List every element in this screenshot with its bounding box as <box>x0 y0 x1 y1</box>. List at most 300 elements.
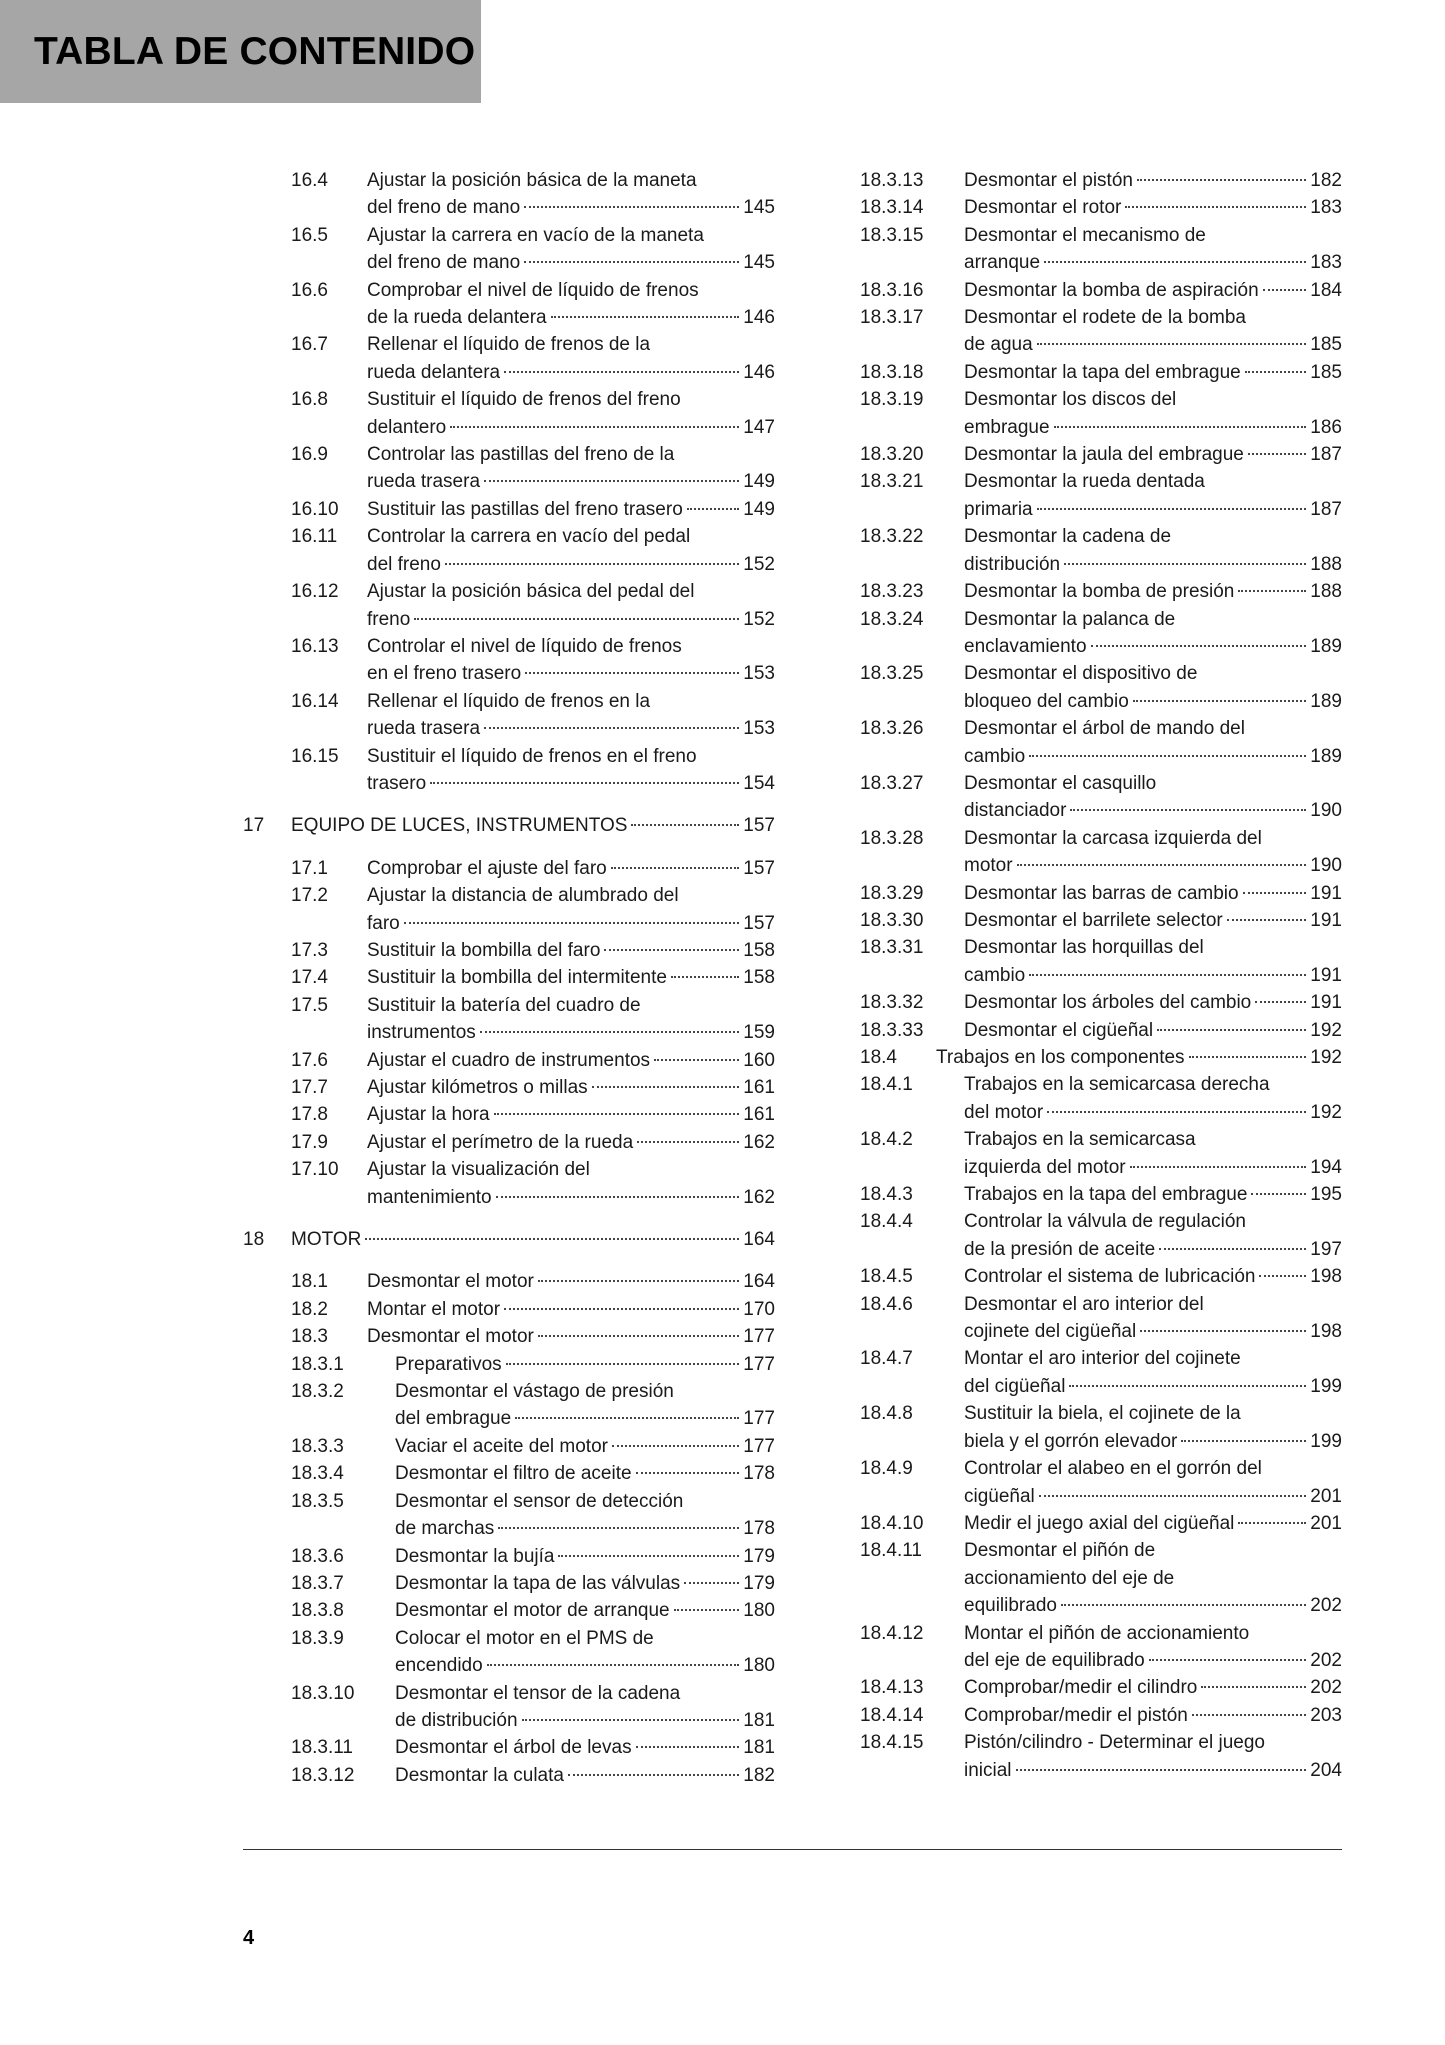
toc-entry-title: Ajustar kilómetros o millas <box>367 1077 588 1098</box>
toc-entry-number: 18.3.1 <box>291 1353 344 1375</box>
toc-entry-title: Desmontar la tapa del embrague <box>964 361 1241 383</box>
toc-entry-number: 16.7 <box>291 334 328 356</box>
toc-entry-title: Desmontar el motor de arranque <box>395 1600 670 1622</box>
toc-page-number: 190 <box>1310 800 1342 822</box>
toc-entry-title: Desmontar el tensor de la cadena <box>395 1682 681 1704</box>
toc-entry[interactable] <box>243 441 775 496</box>
toc-entry-number: 18.3.25 <box>860 663 924 685</box>
toc-entry-number: 18.3.8 <box>291 1600 344 1622</box>
toc-entry-number: 18.3.23 <box>860 581 924 603</box>
toc-entry-title: enclavamiento <box>964 635 1087 657</box>
toc-entry[interactable] <box>243 1268 775 1295</box>
toc-entry[interactable] <box>243 1351 775 1378</box>
toc-entry[interactable] <box>860 277 1342 304</box>
toc-entry[interactable] <box>860 1126 1342 1181</box>
dot-leader <box>365 1238 739 1240</box>
toc-chapter-entry[interactable] <box>243 1226 775 1253</box>
toc-entry-title: Comprobar el nivel de líquido de frenos <box>367 279 699 301</box>
toc-entry[interactable] <box>243 1543 775 1570</box>
dot-leader <box>1192 1714 1306 1716</box>
dot-leader <box>1061 1604 1306 1606</box>
toc-entry[interactable] <box>860 1620 1342 1675</box>
toc-entry-title: arranque <box>964 252 1041 274</box>
toc-entry-number: 18.3.29 <box>860 882 924 904</box>
toc-entry-number: 18.3.28 <box>860 827 924 849</box>
toc-entry-number: 16.9 <box>291 444 328 466</box>
toc-entry[interactable] <box>860 1263 1342 1290</box>
toc-page-number: 201 <box>1310 1512 1342 1534</box>
toc-entry[interactable] <box>243 1378 775 1433</box>
toc-entry[interactable] <box>243 1156 775 1211</box>
toc-entry[interactable] <box>860 1017 1342 1044</box>
dot-leader <box>524 261 739 263</box>
toc-entry-title: Controlar la válvula de regulación <box>964 1211 1246 1233</box>
toc-entry-title: rueda trasera <box>367 718 481 740</box>
toc-entry-title: accionamiento del eje de <box>964 1567 1175 1589</box>
toc-entry[interactable] <box>243 331 775 386</box>
dot-leader <box>538 1335 739 1337</box>
dot-leader <box>592 1086 740 1088</box>
toc-page-number: 145 <box>743 197 775 219</box>
toc-entry-title: cambio <box>964 745 1026 767</box>
dot-leader <box>524 206 739 208</box>
dot-leader <box>604 949 739 951</box>
toc-page-number: 203 <box>1310 1704 1342 1726</box>
toc-entry-title: Controlar la carrera en vacío del pedal <box>367 526 691 548</box>
toc-page-number: 192 <box>1310 1019 1342 1041</box>
toc-entry[interactable] <box>243 496 775 523</box>
dot-leader <box>404 922 740 924</box>
toc-entry-number: 18.3.31 <box>860 937 924 959</box>
toc-entry-title: encendido <box>395 1655 483 1677</box>
toc-entry-number: 18.3.3 <box>291 1435 344 1457</box>
toc-entry[interactable] <box>243 1762 775 1789</box>
toc-entry-title: Desmontar el motor <box>367 1271 534 1293</box>
toc-entry-title: Desmontar el casquillo <box>964 772 1157 794</box>
toc-page-number: 192 <box>1310 1101 1342 1123</box>
toc-entry[interactable] <box>860 1181 1342 1208</box>
toc-page-number: 204 <box>1310 1759 1342 1781</box>
toc-entry-title: Ajustar el perímetro de la rueda <box>367 1131 634 1153</box>
toc-entry-number: 16.10 <box>291 498 339 520</box>
toc-page-number: 194 <box>1310 1156 1342 1178</box>
dot-leader <box>1140 1330 1306 1332</box>
toc-entry-number: 16.8 <box>291 389 328 411</box>
toc-entry[interactable] <box>860 715 1342 770</box>
toc-entry[interactable] <box>243 222 775 277</box>
toc-entry-title: Desmontar el mecanismo de <box>964 224 1206 246</box>
toc-page-number: 202 <box>1310 1677 1342 1699</box>
dot-leader <box>1133 700 1307 702</box>
toc-page-number: 177 <box>743 1353 775 1375</box>
toc-entry-number: 18.3.18 <box>860 361 924 383</box>
toc-entry[interactable] <box>860 989 1342 1016</box>
dot-leader <box>1039 1495 1307 1497</box>
toc-entry-title: Desmontar la culata <box>395 1764 564 1786</box>
dot-leader <box>498 1527 739 1529</box>
toc-page-number: 179 <box>743 1572 775 1594</box>
toc-entry-title: Desmontar la bomba de aspiración <box>964 279 1259 301</box>
toc-entry-number: 16.11 <box>291 526 338 548</box>
toc-entry-title: Desmontar el dispositivo de <box>964 663 1198 685</box>
toc-page-number: 154 <box>743 772 775 794</box>
toc-entry-title: Rellenar el líquido de frenos en la <box>367 690 651 712</box>
toc-page-number: 180 <box>743 1655 775 1677</box>
toc-entry-number: 18.3.30 <box>860 909 924 931</box>
toc-entry[interactable] <box>243 688 775 743</box>
dot-leader <box>1091 645 1307 647</box>
toc-entry-number: 18.3.5 <box>291 1490 344 1512</box>
toc-page-number: 181 <box>743 1709 775 1731</box>
toc-page-number: 153 <box>743 663 775 685</box>
toc-entry-title: mantenimiento <box>367 1186 492 1208</box>
toc-entry[interactable] <box>860 222 1342 277</box>
toc-page-number: 177 <box>743 1408 775 1430</box>
toc-entry-number: 18.4.5 <box>860 1266 913 1288</box>
toc-entry-number: 18.3.2 <box>291 1381 344 1403</box>
toc-entry-number: 17.3 <box>291 939 328 961</box>
dot-leader <box>1255 1001 1306 1003</box>
dot-leader <box>414 618 739 620</box>
toc-page-number: 179 <box>743 1545 775 1567</box>
toc-page-number: 178 <box>743 1518 775 1540</box>
toc-entry-number: 18.2 <box>291 1298 328 1320</box>
dot-leader <box>1047 1111 1306 1113</box>
toc-entry-title: Preparativos <box>395 1353 502 1375</box>
toc-entry[interactable] <box>243 1597 775 1624</box>
page-title: TABLA DE CONTENIDO <box>34 30 476 73</box>
dot-leader <box>1238 1522 1306 1524</box>
toc-entry-title: de la presión de aceite <box>964 1238 1156 1260</box>
dot-leader <box>494 1113 740 1115</box>
toc-entry[interactable] <box>860 880 1342 907</box>
toc-page-number: 188 <box>1310 553 1342 575</box>
toc-entry-title: embrague <box>964 416 1050 438</box>
toc-page-number: 198 <box>1310 1321 1342 1343</box>
toc-entry[interactable] <box>243 992 775 1047</box>
toc-page-number: 162 <box>743 1186 775 1208</box>
toc-entry[interactable] <box>243 1734 775 1761</box>
toc-entry[interactable] <box>860 578 1342 605</box>
toc-entry-title: Desmontar la rueda dentada <box>964 471 1205 493</box>
toc-entry-title: Desmontar el motor <box>367 1326 534 1348</box>
toc-entry-title: Controlar el sistema de lubricación <box>964 1266 1256 1288</box>
dot-leader <box>487 1664 740 1666</box>
toc-entry-title: Desmontar la cadena de <box>964 526 1172 548</box>
toc-entry-title: del eje de equilibrado <box>964 1649 1145 1671</box>
toc-entry-title: Sustituir la biela, el cojinete de la <box>964 1403 1241 1425</box>
toc-entry[interactable] <box>860 304 1342 359</box>
dot-leader <box>1259 1275 1306 1277</box>
toc-entry[interactable] <box>860 523 1342 578</box>
dot-leader <box>1054 426 1307 428</box>
toc-entry-title: Desmontar el rodete de la bomba <box>964 307 1246 329</box>
dot-leader <box>1137 179 1306 181</box>
dot-leader <box>558 1555 739 1557</box>
toc-entry-title: Desmontar el barrilete selector <box>964 909 1223 931</box>
toc-entry-title: Colocar el motor en el PMS de <box>395 1627 654 1649</box>
dot-leader <box>1227 919 1307 921</box>
dot-leader <box>636 1472 740 1474</box>
toc-entry-title: Ajustar la hora <box>367 1104 490 1126</box>
toc-page-number: 195 <box>1310 1184 1342 1206</box>
toc-entry-number: 18.3.26 <box>860 718 924 740</box>
toc-entry[interactable] <box>243 1625 775 1680</box>
toc-page-number: 185 <box>1310 334 1342 356</box>
dot-leader <box>1017 864 1307 866</box>
toc-entry-number: 18.4.8 <box>860 1403 913 1425</box>
toc-page-number: 191 <box>1310 992 1342 1014</box>
toc-entry[interactable] <box>860 194 1342 221</box>
toc-entry[interactable] <box>243 1680 775 1735</box>
dot-leader <box>612 1445 739 1447</box>
toc-entry-number: 18.4.10 <box>860 1512 924 1534</box>
toc-page-number: 202 <box>1310 1649 1342 1671</box>
toc-entry-number: 18.4.6 <box>860 1293 913 1315</box>
toc-entry-number: 18.4 <box>860 1047 897 1068</box>
toc-entry[interactable] <box>860 1537 1342 1619</box>
dot-leader <box>538 1280 739 1282</box>
toc-entry-title: Desmontar el cigüeñal <box>964 1019 1154 1041</box>
toc-entry[interactable] <box>243 882 775 937</box>
dot-leader <box>674 1609 740 1611</box>
toc-entry-number: 18.3.15 <box>860 224 924 246</box>
dot-leader <box>496 1196 740 1198</box>
toc-page-number: 146 <box>743 361 775 383</box>
toc-entry[interactable] <box>860 660 1342 715</box>
toc-entry-number: 18.4.1 <box>860 1074 913 1096</box>
toc-entry-number: 17 <box>243 815 265 837</box>
toc-entry-number: 17.1 <box>291 857 328 879</box>
toc-page-number: 191 <box>1310 909 1342 931</box>
toc-entry[interactable] <box>243 855 775 882</box>
toc-page-number: 146 <box>743 307 775 329</box>
toc-entry[interactable] <box>243 1488 775 1543</box>
toc-entry-title: Comprobar/medir el cilindro <box>964 1677 1198 1699</box>
toc-page-number: 181 <box>743 1737 775 1759</box>
toc-page-number: 189 <box>1310 745 1342 767</box>
toc-entry[interactable] <box>243 633 775 688</box>
toc-entry[interactable] <box>860 386 1342 441</box>
toc-entry-number: 16.12 <box>291 581 339 603</box>
toc-entry-title: Comprobar el ajuste del faro <box>367 857 607 879</box>
dot-leader <box>1159 1248 1306 1250</box>
dot-leader <box>1245 371 1307 373</box>
toc-entry-title: Desmontar el árbol de levas <box>395 1737 632 1759</box>
toc-entry-number: 18.4.14 <box>860 1704 924 1726</box>
toc-entry-number: 18.4.13 <box>860 1677 924 1699</box>
dot-leader <box>1125 206 1306 208</box>
toc-entry[interactable] <box>243 1570 775 1597</box>
toc-entry[interactable] <box>860 1674 1342 1701</box>
toc-entry[interactable] <box>860 359 1342 386</box>
toc-page-number: 164 <box>743 1229 775 1251</box>
dot-leader <box>1016 1769 1307 1771</box>
toc-page-number: 182 <box>1310 170 1342 191</box>
toc-entry-title: freno <box>367 608 411 630</box>
toc-entry[interactable] <box>860 1071 1342 1126</box>
toc-entry-number: 18.3.9 <box>291 1627 344 1649</box>
toc-entry[interactable] <box>243 1047 775 1074</box>
toc-entry-title: Ajustar el cuadro de instrumentos <box>367 1049 651 1071</box>
toc-page-number: 160 <box>743 1049 775 1071</box>
toc-page-number: 177 <box>743 1326 775 1348</box>
toc-entry-title: Montar el motor <box>367 1298 501 1320</box>
toc-page-number: 149 <box>743 471 775 493</box>
toc-entry[interactable] <box>243 277 775 332</box>
dot-leader <box>1044 261 1306 263</box>
toc-entry[interactable] <box>243 386 775 441</box>
toc-entry-number: 18.3.7 <box>291 1572 344 1594</box>
toc-entry-number: 18.4.12 <box>860 1622 924 1644</box>
toc-page-number: 158 <box>743 967 775 989</box>
dot-leader <box>1189 1056 1307 1058</box>
toc-entry-number: 17.5 <box>291 994 328 1016</box>
toc-page-number: 149 <box>743 498 775 520</box>
toc-entry-title: Controlar el alabeo en el gorrón del <box>964 1458 1262 1480</box>
toc-entry-title: inicial <box>964 1759 1012 1781</box>
toc-entry-title: Ajustar la posición básica de la maneta <box>367 170 697 191</box>
toc-entry-title: de agua <box>964 334 1033 356</box>
toc-entry[interactable] <box>860 1729 1342 1784</box>
toc-entry[interactable] <box>860 441 1342 468</box>
toc-page-number: 198 <box>1310 1266 1342 1288</box>
toc-entry-title: Sustituir la bombilla del faro <box>367 939 601 961</box>
toc-entry-title: cigüeñal <box>964 1485 1035 1507</box>
toc-page-number: 199 <box>1310 1430 1342 1452</box>
toc-entry[interactable] <box>243 578 775 633</box>
toc-entry[interactable] <box>860 167 1342 194</box>
toc-entry[interactable] <box>860 1291 1342 1346</box>
toc-entry[interactable] <box>860 1208 1342 1263</box>
toc-entry-title: Montar el aro interior del cojinete <box>964 1348 1241 1370</box>
toc-entry-title: Desmontar el árbol de mando del <box>964 718 1245 740</box>
toc-entry[interactable] <box>860 825 1342 880</box>
toc-page-number: 187 <box>1310 444 1342 466</box>
toc-entry[interactable] <box>860 1345 1342 1400</box>
dot-leader <box>480 1031 740 1033</box>
toc-entry[interactable] <box>243 1460 775 1487</box>
toc-entry-title: Rellenar el líquido de frenos de la <box>367 334 651 356</box>
toc-entry-title: Comprobar/medir el pistón <box>964 1704 1188 1726</box>
toc-page-number: 180 <box>743 1600 775 1622</box>
toc-entry[interactable] <box>243 1323 775 1350</box>
dot-leader <box>611 867 740 869</box>
toc-entry[interactable] <box>243 1296 775 1323</box>
toc-entry[interactable] <box>243 1074 775 1101</box>
toc-entry-title: Trabajos en la semicarcasa derecha <box>964 1074 1270 1096</box>
toc-chapter-entry[interactable] <box>243 812 775 839</box>
toc-entry-title: Ajustar la visualización del <box>367 1159 590 1181</box>
toc-entry[interactable] <box>860 934 1342 989</box>
dot-leader <box>484 727 739 729</box>
toc-page-number: 186 <box>1310 416 1342 438</box>
toc-entry-number: 18.4.3 <box>860 1184 913 1206</box>
toc-entry-title: Sustituir la bombilla del intermitente <box>367 967 667 989</box>
toc-entry-number: 18.4.11 <box>860 1540 922 1562</box>
dot-leader <box>445 563 739 565</box>
toc-entry-number: 18.3.16 <box>860 279 924 301</box>
toc-entry-title: motor <box>964 855 1013 877</box>
dot-leader <box>506 1363 740 1365</box>
dot-leader <box>1181 1440 1306 1442</box>
toc-entry-number: 18.3.32 <box>860 992 924 1014</box>
toc-entry-number: 17.2 <box>291 885 328 907</box>
toc-entry[interactable] <box>860 770 1342 825</box>
dot-leader <box>1248 453 1306 455</box>
toc-page-number: 185 <box>1310 361 1342 383</box>
dot-leader <box>687 508 740 510</box>
toc-entry-number: 18.3.6 <box>291 1545 344 1567</box>
toc-entry[interactable] <box>860 1510 1342 1537</box>
toc-entry-title: del motor <box>964 1101 1044 1123</box>
dot-leader <box>1064 563 1306 565</box>
toc-entry[interactable] <box>860 1455 1342 1510</box>
dot-leader <box>631 824 739 826</box>
toc-entry-title: primaria <box>964 498 1033 520</box>
toc-entry-number: 18.4.7 <box>860 1348 913 1370</box>
toc-entry[interactable] <box>860 606 1342 661</box>
toc-entry-title: de distribución <box>395 1709 518 1731</box>
toc-entry-number: 18.4.15 <box>860 1732 924 1754</box>
toc-entry-title: Ajustar la carrera en vacío de la maneta <box>367 224 704 246</box>
toc-page-number: 191 <box>1310 964 1342 986</box>
toc-entry[interactable] <box>860 1400 1342 1455</box>
toc-entry-number: 18.3.33 <box>860 1019 924 1041</box>
toc-entry-title: del freno de mano <box>367 252 521 274</box>
dot-leader <box>1251 1193 1306 1195</box>
toc-entry-number: 18.4.2 <box>860 1129 913 1151</box>
dot-leader <box>515 1417 739 1419</box>
toc-entry-title: Desmontar el piñón de <box>964 1540 1156 1562</box>
toc-entry[interactable] <box>243 1129 775 1156</box>
toc-entry-title: Desmontar la carcasa izquierda del <box>964 827 1262 849</box>
toc-entry[interactable] <box>860 907 1342 934</box>
toc-entry-title: Controlar las pastillas del freno de la <box>367 444 675 466</box>
toc-page-number: 162 <box>743 1131 775 1153</box>
toc-entry[interactable] <box>243 1101 775 1128</box>
toc-entry-title: distribución <box>964 553 1061 575</box>
dot-leader <box>671 976 739 978</box>
toc-entry-title: Ajustar la distancia de alumbrado del <box>367 885 679 907</box>
toc-entry[interactable] <box>243 937 775 964</box>
toc-entry-title: Sustituir la batería del cuadro de <box>367 994 641 1016</box>
dot-leader <box>430 782 739 784</box>
dot-leader <box>1070 809 1306 811</box>
toc-entry-title: del freno <box>367 553 441 575</box>
dot-leader <box>1149 1659 1307 1661</box>
toc-entry[interactable] <box>243 964 775 991</box>
toc-entry[interactable] <box>860 468 1342 523</box>
toc-entry[interactable] <box>243 523 775 578</box>
toc-entry[interactable] <box>243 167 775 222</box>
dot-leader <box>1069 1385 1306 1387</box>
toc-entry-title: Pistón/cilindro - Determinar el juego <box>964 1732 1265 1754</box>
toc-entry-title: Desmontar el vástago de presión <box>395 1381 674 1403</box>
toc-page-number: 197 <box>1310 1238 1342 1260</box>
toc-entry-number: 17.4 <box>291 967 328 989</box>
toc-entry[interactable] <box>860 1044 1342 1071</box>
toc-entry[interactable] <box>243 743 775 798</box>
toc-entry-number: 16.15 <box>291 745 339 767</box>
toc-entry[interactable] <box>243 1433 775 1460</box>
toc-entry-number: 16.6 <box>291 279 328 301</box>
toc-entry[interactable] <box>860 1702 1342 1729</box>
toc-page-number: 164 <box>743 1271 775 1293</box>
page-number: 4 <box>243 1927 255 1949</box>
toc-entry-title: Desmontar el pistón <box>964 170 1133 191</box>
toc-entry-number: 18.3.12 <box>291 1764 355 1786</box>
